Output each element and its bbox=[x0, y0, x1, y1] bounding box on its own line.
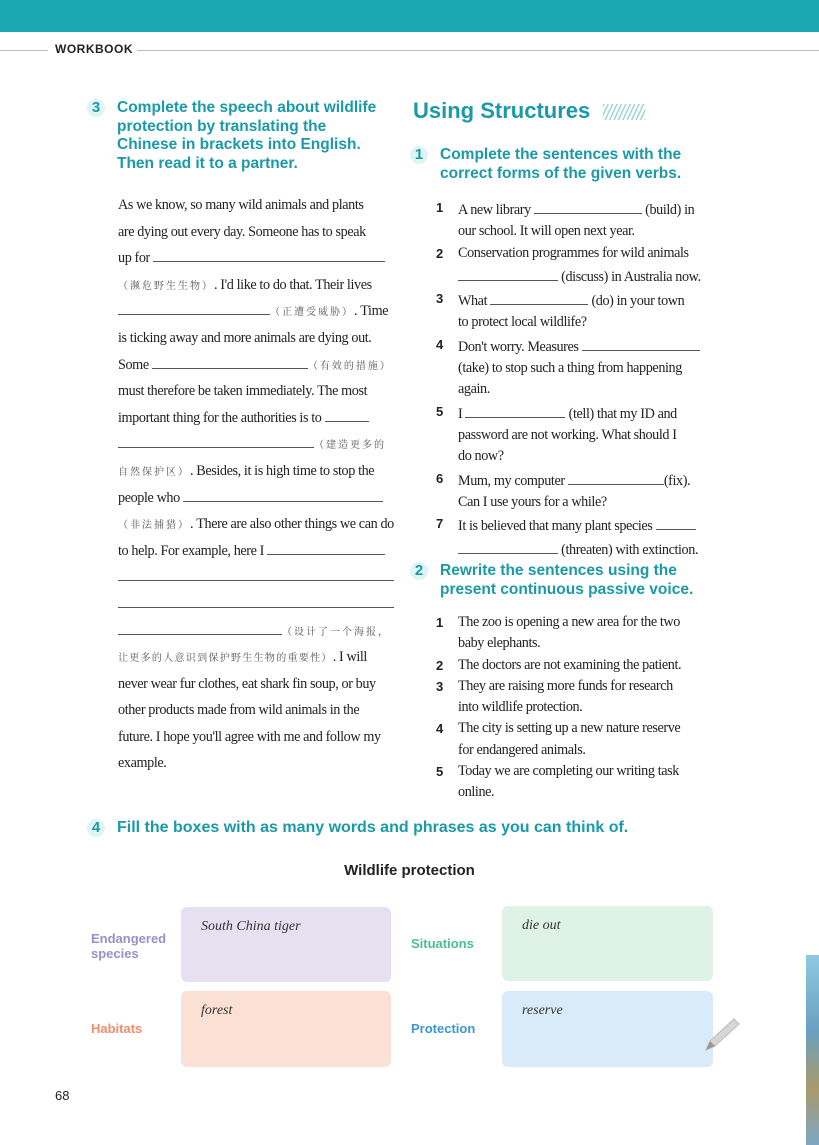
exercise-3-number: 3 bbox=[87, 99, 105, 117]
list-item: 5 I (tell) that my ID and password are not working. What should I do now? bbox=[436, 401, 721, 468]
speech-line: As we know, so many wild animals and plants bbox=[118, 197, 364, 213]
list-item: 2 The doctors are not examining the patient. bbox=[436, 656, 682, 673]
list-item: 4 The city is setting up a new nature reserve for endangered animals. bbox=[436, 720, 681, 758]
exercise-1-list bbox=[436, 197, 721, 562]
answer-blank[interactable] bbox=[118, 431, 314, 448]
top-banner bbox=[0, 0, 819, 32]
habitats-box[interactable]: forest bbox=[181, 991, 391, 1067]
answer-blank[interactable] bbox=[534, 197, 642, 214]
answer-blank[interactable] bbox=[267, 538, 385, 555]
answer-blank[interactable] bbox=[183, 485, 383, 502]
speech-line: must therefore be taken immediately. The most bbox=[118, 383, 368, 400]
speech-line: 让更多的人意识到保护野生生物的重要性）. I will bbox=[118, 649, 367, 666]
exercise-1-number: 1 bbox=[410, 146, 428, 164]
speech-line: other products made from wild animals in the bbox=[118, 702, 360, 719]
answer-blank[interactable] bbox=[656, 513, 696, 530]
speech-line: up for bbox=[118, 245, 398, 272]
diagram-title: Wildlife protection bbox=[344, 862, 475, 879]
speech-line: （建造更多的 bbox=[118, 431, 398, 458]
answer-blank[interactable] bbox=[325, 405, 369, 422]
workbook-label: WORKBOOK bbox=[55, 42, 133, 56]
exercise-1-title: Complete the sentences with the correct forms of the given verbs. bbox=[440, 146, 682, 182]
speech-line bbox=[118, 564, 398, 591]
answer-blank[interactable] bbox=[568, 468, 664, 485]
exercise-2-list bbox=[436, 612, 721, 804]
answer-blank[interactable] bbox=[118, 298, 270, 315]
list-item: 5 Today we are completing our writing task online. bbox=[436, 763, 679, 801]
category-habitats: Habitats bbox=[91, 1021, 143, 1036]
header-rule-right bbox=[137, 50, 819, 51]
speech-line: future. I hope you'll agree with me and follow my bbox=[118, 728, 381, 745]
speech-line: 自然保护区）. Besides, it is high time to stop the bbox=[118, 462, 375, 479]
answer-blank[interactable] bbox=[458, 537, 558, 554]
category-endangered-species: Endangered species bbox=[91, 931, 167, 961]
page-number: 68 bbox=[55, 1088, 70, 1103]
category-situations: Situations bbox=[411, 936, 474, 951]
heading-decoration bbox=[603, 104, 645, 120]
list-item: 1 The zoo is opening a new area for the two baby elephants. bbox=[436, 614, 680, 652]
speech-line: to help. For example, here I bbox=[118, 538, 398, 565]
exercise-2-number: 2 bbox=[410, 562, 428, 580]
speech-line: Some （有效的措施） bbox=[118, 352, 398, 379]
answer-blank[interactable] bbox=[582, 334, 700, 351]
speech-line: are dying out every day. Someone has to speak bbox=[118, 223, 366, 240]
endangered-species-box[interactable]: South China tiger bbox=[181, 907, 391, 982]
speech-line: never wear fur clothes, eat shark fin soup, or buy bbox=[118, 675, 376, 692]
speech-line: important thing for the authorities is to bbox=[118, 405, 398, 432]
exercise-2-title: Rewrite the sentences using the present continuous passive voice. bbox=[440, 562, 694, 598]
page-edge-decoration bbox=[806, 955, 819, 1145]
list-item: 2 Conservation programmes for wild animals (discuss) in Australia now. bbox=[436, 244, 701, 285]
answer-blank[interactable] bbox=[118, 591, 394, 608]
answer-blank[interactable] bbox=[118, 564, 394, 581]
speech-line: （设计了一个海报， bbox=[118, 618, 398, 645]
list-item: 7 It is believed that many plant species (threaten) with extinction. bbox=[436, 513, 721, 562]
exercise-4-title: Fill the boxes with as many words and phrases as you can think of. bbox=[117, 819, 629, 836]
speech-line: is ticking away and more animals are dying out. bbox=[118, 329, 372, 346]
list-item: 6 Mum, my computer (fix). Can I use yours for a while? bbox=[436, 468, 721, 514]
exercise-3-title: Complete the speech about wildlife protection by translating the Chinese in brackets into English. Then read it to a partner. bbox=[117, 99, 377, 172]
speech-line: people who bbox=[118, 485, 398, 512]
answer-blank[interactable] bbox=[458, 264, 558, 281]
answer-blank[interactable] bbox=[118, 618, 282, 635]
answer-blank[interactable] bbox=[152, 352, 308, 369]
speech-line: （非法捕猎）. There are also other things we can do bbox=[118, 516, 394, 533]
protection-box[interactable]: reserve bbox=[502, 991, 713, 1067]
speech-line: example. bbox=[118, 755, 167, 772]
speech-line: （正遭受威胁）. Time bbox=[118, 298, 398, 325]
speech-paragraph bbox=[118, 192, 398, 777]
list-item: 3 They are raising more funds for research into wildlife protection. bbox=[436, 677, 673, 716]
speech-line: （濒危野生生物）. I'd like to do that. Their lives bbox=[118, 276, 372, 293]
header-rule-left bbox=[0, 50, 48, 51]
exercise-4-number: 4 bbox=[87, 819, 105, 837]
answer-blank[interactable] bbox=[153, 245, 385, 262]
answer-blank[interactable] bbox=[490, 288, 588, 305]
list-item: 3 What (do) in your town to protect local wildlife? bbox=[436, 288, 721, 334]
speech-line bbox=[118, 591, 398, 618]
list-item: 4 Don't worry. Measures (take) to stop such a thing from happening again. bbox=[436, 334, 721, 401]
pencil-icon bbox=[700, 1016, 742, 1054]
situations-box[interactable]: die out bbox=[502, 906, 713, 981]
section-heading: Using Structures bbox=[413, 98, 591, 123]
list-item: 1 A new library (build) in our school. It will open next year. bbox=[436, 197, 721, 243]
answer-blank[interactable] bbox=[465, 401, 565, 418]
category-protection: Protection bbox=[411, 1021, 476, 1036]
